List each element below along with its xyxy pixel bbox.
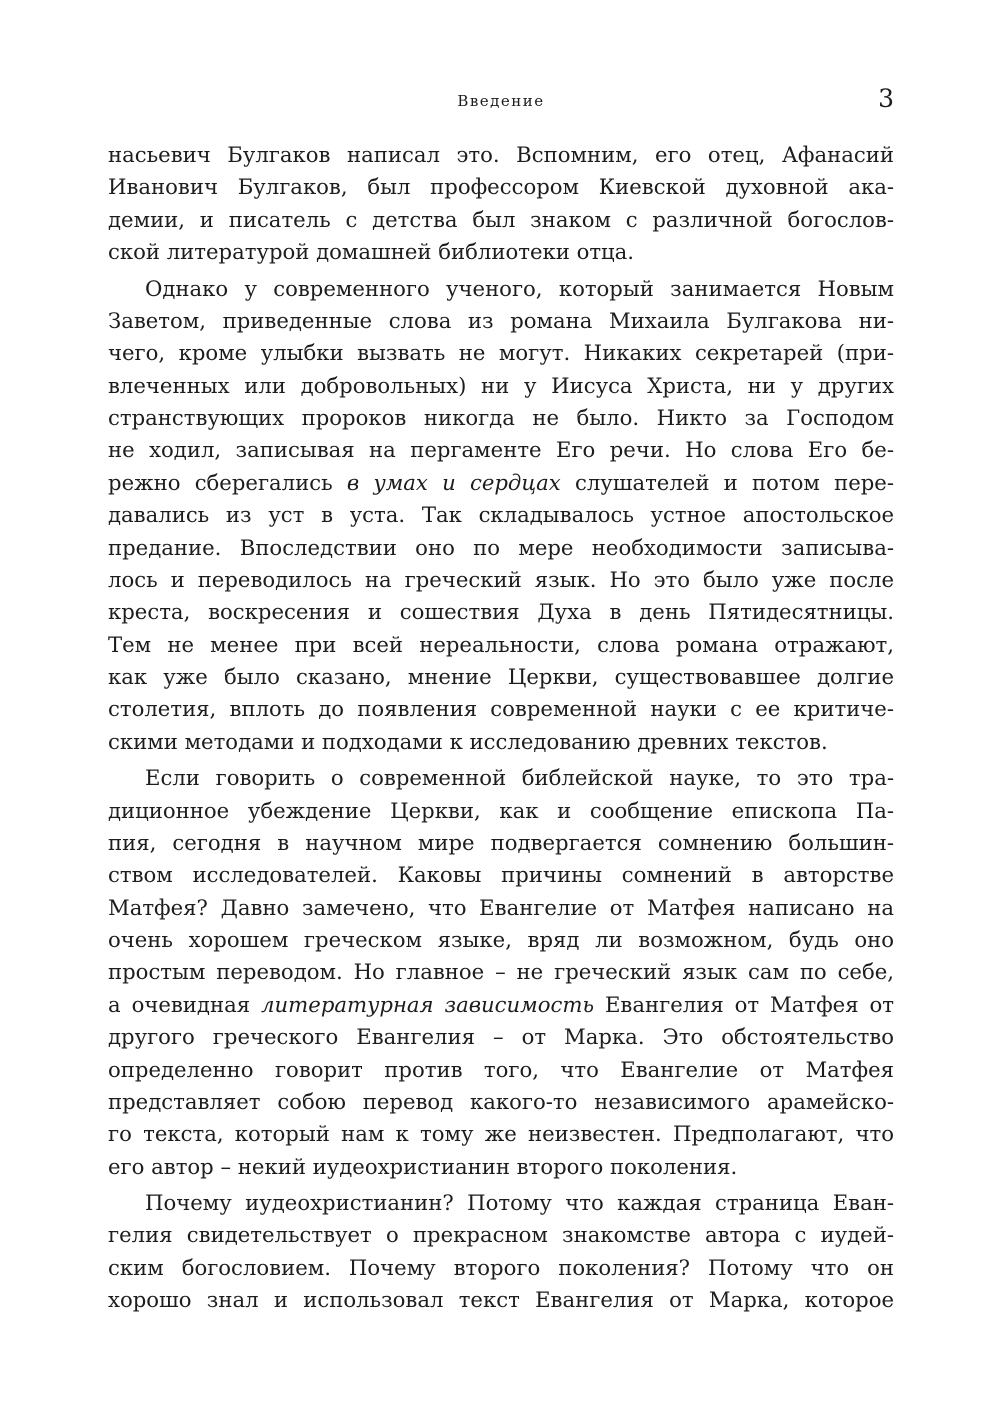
text-line: простым переводом. Но главное – не греческий язык сам по себе, xyxy=(108,959,894,985)
text-line-with-italic xyxy=(108,467,894,499)
text-line: Если говорить о современной библейской науке, то это тра- xyxy=(145,765,894,791)
text-line: ским богословием. Почему второго поколения? Потому что он xyxy=(108,1254,894,1280)
text-line: демии, и писатель с детства был знаком с различной богослов- xyxy=(108,206,894,232)
paragraph-3 xyxy=(108,762,894,1183)
text-line: влеченных или добровольных) ни у Иисуса Христа, ни у других xyxy=(108,372,894,398)
italic-emphasis: в умах и сердцах xyxy=(346,469,561,495)
paragraph-1 xyxy=(108,139,894,269)
text-line: очень хорошем греческом языке, вряд ли возможном, будь оно xyxy=(108,927,894,952)
text-line: хорошо знал и использовал текст Евангелия от Марка, которое xyxy=(108,1287,894,1313)
text-line-with-italic xyxy=(108,989,894,1021)
text-line: его автор – некий иудеохристианин второго поколения. xyxy=(108,1153,738,1179)
page-number: 3 xyxy=(878,84,894,113)
text-line: насьевич Булгаков написал это. Вспомним, его отец, Афанасий xyxy=(108,142,894,167)
text-line: не ходил, записывая на пергаменте Его речи. Но слова Его бе- xyxy=(108,437,894,463)
text-line: представляет собою перевод какого-то независимого арамейско- xyxy=(108,1088,894,1114)
text-line: Тем не менее при всей нереальности, слова романа отражают, xyxy=(108,631,894,657)
text-line: Иванович Булгаков, был профессором Киевской духовной ака- xyxy=(108,174,894,200)
text-line: Матфея? Давно замечено, что Евангелие от Матфея написано на xyxy=(108,894,894,920)
text-line: как уже было сказано, мнение Церкви, существовавшее долгие xyxy=(108,664,894,689)
text-segment: Евангелия от Матфея от xyxy=(594,991,894,1017)
text-segment: а очевидная xyxy=(108,991,262,1017)
text-line: предание. Впоследствии оно по мере необходимости записыва- xyxy=(108,534,894,560)
text-line: столетия, вплоть до появления современной науки с ее критиче- xyxy=(108,696,894,722)
text-line: ством исследователей. Каковы причины сомнений в авторстве xyxy=(108,862,894,888)
text-line: Почему иудеохристианин? Потому что каждая страница Еван- xyxy=(145,1190,894,1215)
text-line: го текста, который нам к тому же неизвестен. Предполагают, что xyxy=(108,1121,894,1147)
text-line: Заветом, приведенные слова из романа Михаила Булгакова ни- xyxy=(108,307,894,333)
text-line: другого греческого Евангелия – от Марка. Это обстоятельство xyxy=(108,1024,894,1050)
text-line: скими методами и подходами к исследованию древних текстов. xyxy=(108,728,828,754)
text-line: гелия свидетельствует о прекрасном знакомстве автора с иудей- xyxy=(108,1222,894,1248)
text-line: креста, воскресения и сошествия Духа в день Пятидесятницы. xyxy=(108,599,894,625)
body-text xyxy=(108,139,894,1317)
text-line: диционное убеждение Церкви, как и сообщение епископа Па- xyxy=(108,797,894,823)
text-line: пия, сегодня в научном мире подвергается сомнению большин- xyxy=(108,829,894,855)
text-line: странствующих пророков никогда не было. Никто за Господом xyxy=(108,405,894,430)
text-segment: режно сберегались xyxy=(108,469,347,495)
text-line: давались из уст в уста. Так складывалось устное апостольское xyxy=(108,502,894,528)
text-segment: слушателей и потом пере- xyxy=(560,469,894,495)
text-line: Однако у современного ученого, который занимается Новым xyxy=(145,275,894,301)
text-line: лось и переводилось на греческий язык. Но это было уже после xyxy=(108,566,894,592)
italic-emphasis: литературная зависимость xyxy=(261,991,595,1017)
paragraph-4 xyxy=(108,1187,894,1317)
running-title: Введение xyxy=(457,92,545,110)
running-header xyxy=(108,86,894,116)
text-line: ской литературой домашней библиотеки отца. xyxy=(108,239,635,265)
text-line: определенно говорит против того, что Евангелие от Матфея xyxy=(108,1056,894,1082)
paragraph-2 xyxy=(108,273,894,759)
text-line: чего, кроме улыбки вызвать не могут. Никаких секретарей (при- xyxy=(108,340,894,366)
